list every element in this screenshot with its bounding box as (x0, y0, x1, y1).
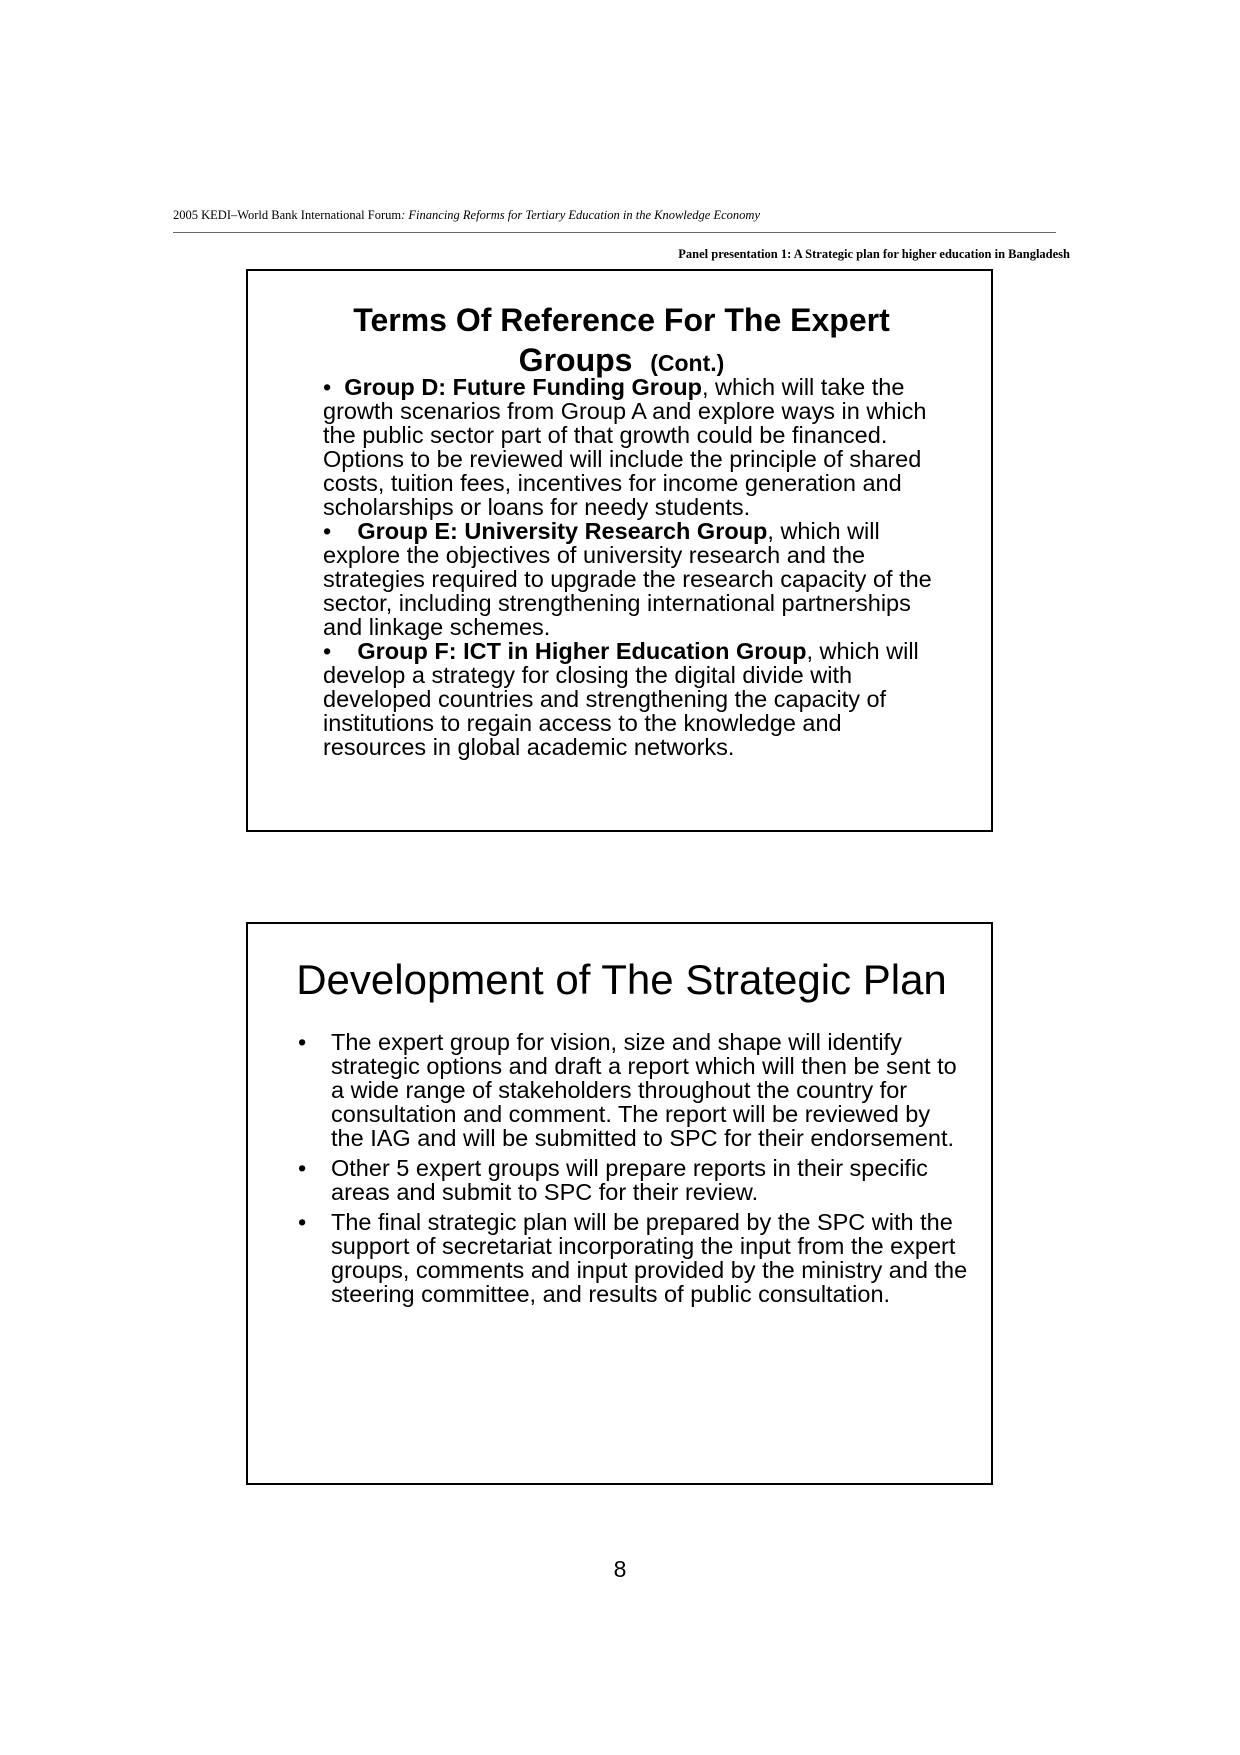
list-item (298, 1156, 968, 1204)
group-f-name: Group F: ICT in Higher Education Group (357, 638, 807, 664)
slide2-bullet-list (298, 1030, 968, 1312)
forum-subtitle: : Financing Reforms for Tertiary Education in the Knowledge Economy (401, 208, 760, 222)
slide2-title: Development of The Strategic Plan (296, 956, 947, 1003)
bullet: • (323, 374, 332, 400)
bullet: • (298, 1209, 307, 1235)
list-item-text: The expert group for vision, size and shape will identify strategic options and draft a report which will then be sent to a wide range of stakeholders throughout the country for consultation and comment. The report will be reviewed by the IAG and will be submitted to SPC for their endorsement. (331, 1029, 957, 1151)
list-item-text: Other 5 expert groups will prepare reports in their specific areas and submit to SPC for their review. (331, 1155, 928, 1205)
group-d-item (323, 375, 943, 519)
group-d-text: , which will take the growth scenarios from Group A and explore ways in which the public sector part of that growth could be financed. Options to be reviewed will include the principle of shared costs, tuition fees, incentives for income generation and scholarships or loans for needy students. (323, 374, 927, 520)
list-item (298, 1210, 968, 1306)
header-rule (173, 232, 1056, 233)
bullet: • (323, 638, 332, 664)
list-item (298, 1030, 968, 1150)
panel-header: Panel presentation 1: A Strategic plan for higher education in Bangladesh (678, 247, 1070, 261)
slide1-title (248, 300, 995, 383)
group-f-text: , which will develop a strategy for closing the digital divide with developed countries and strengthening the capacity of institutions to regain access to the knowledge and resources in global academic networks. (323, 638, 919, 760)
running-header (173, 208, 1073, 223)
group-d-name: Group D: Future Funding Group (344, 374, 702, 400)
list-item-text: The final strategic plan will be prepared by the SPC with the support of secretariat incorporating the input from the expert groups, comments and input provided by the ministry and the steering committee, and results of public consultation. (331, 1209, 968, 1307)
group-e-item (323, 519, 943, 639)
group-e-name: Group E: University Research Group (357, 518, 768, 544)
slide1-title-line2: Groups (Cont.) (518, 342, 725, 378)
group-e-text: , which will explore the objectives of university research and the strategies required to upgrade the research capacity of the sector, including strengthening international partnerships and linkage schemes. (323, 518, 932, 640)
slide1-title-line1: Terms Of Reference For The Expert (353, 302, 890, 338)
bullet: • (323, 518, 332, 544)
slide-development-plan (246, 922, 993, 1485)
page-number: 8 (613, 1556, 627, 1582)
bullet: • (298, 1155, 307, 1181)
slide1-body (323, 375, 943, 759)
group-f-item (323, 639, 943, 759)
cont-label: (Cont.) (650, 350, 725, 376)
slide-terms-of-reference (246, 269, 993, 832)
forum-name: 2005 KEDI–World Bank International Forum (173, 208, 402, 222)
bullet: • (298, 1029, 307, 1055)
